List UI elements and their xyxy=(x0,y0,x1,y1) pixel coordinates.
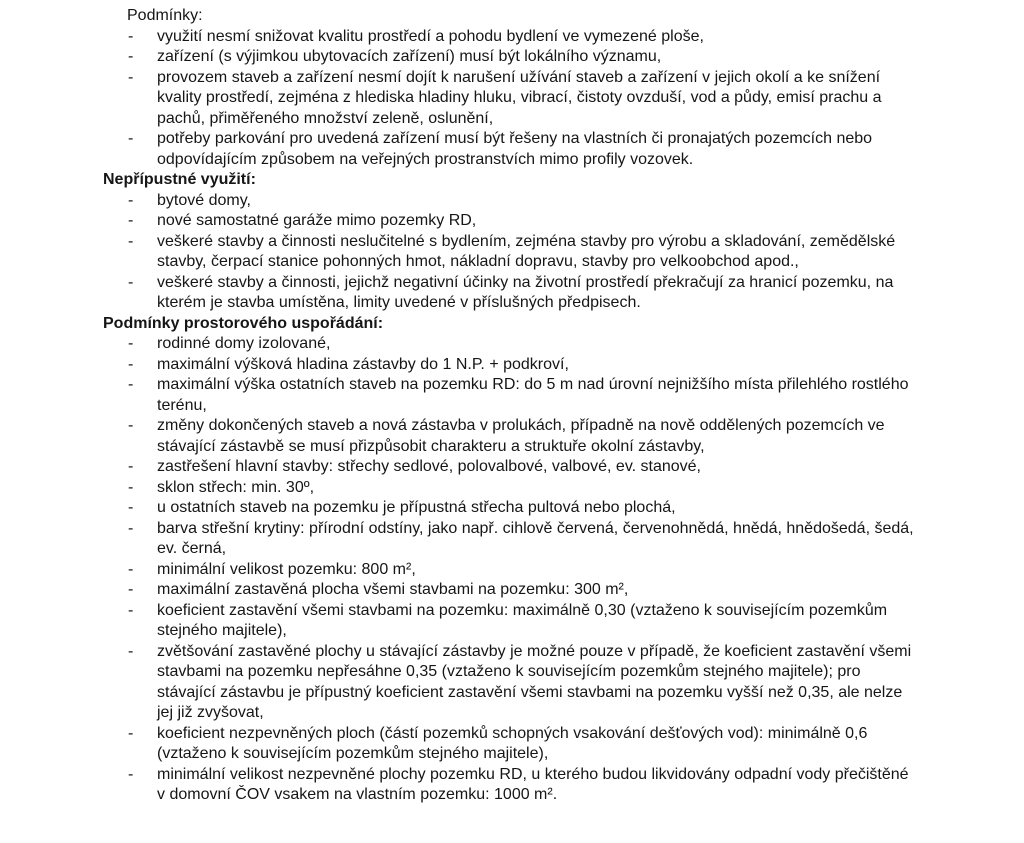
bullet-dash: - xyxy=(128,458,134,475)
list-item xyxy=(128,642,1024,724)
bullet-dash: - xyxy=(128,499,134,516)
bullet-text: sklon střech: min. 30º, xyxy=(157,478,315,496)
section-podminky-prostoroveho-usporadani xyxy=(0,314,1024,806)
list-item xyxy=(128,416,1024,457)
bullet-dash: - xyxy=(128,273,134,291)
bullet-text: minimální velikost pozemku: 800 m², xyxy=(157,560,416,578)
bullet-dash: - xyxy=(128,232,134,250)
bullet-text: bytové domy, xyxy=(157,191,251,209)
bullet-dash: - xyxy=(128,601,134,619)
list-item xyxy=(128,211,1024,232)
bullet-text: veškeré stavby a činnosti, jejichž negativní účinky na životní prostředí překračují za hranicí pozemku, na kterém je stavba umístěna, limity uvedené v příslušných předpisech. xyxy=(157,273,894,311)
bullet-dash: - xyxy=(128,581,134,598)
list-item xyxy=(128,334,1024,355)
section-podminky xyxy=(0,6,1024,170)
section-heading-podminky: Podmínky: xyxy=(127,7,203,24)
bullet-dash: - xyxy=(128,48,134,65)
bullet-text: zvětšování zastavěné plochy u stávající zástavby je možné pouze v případě, že koeficient zastavění všemi stavbami na pozemku nepřesáhne 0,35 (vztaženo k souvisejícím pozemkům stejného majitele); pro stávající zástavbu je přípustný koeficient zastavění všemi stavbami na pozemku vyšší než 0,35, ale nelze jej již zvyšovat, xyxy=(157,642,912,721)
list-item xyxy=(128,601,1024,642)
bullet-dash: - xyxy=(128,765,134,783)
list-item xyxy=(128,724,1024,765)
bullet-text: maximální zastavěná plocha všemi stavbami na pozemku: 300 m², xyxy=(157,581,629,598)
bullet-dash: - xyxy=(128,560,134,578)
list-item xyxy=(128,47,1024,68)
bullet-text: koeficient zastavění všemi stavbami na pozemku: maximálně 0,30 (vztaženo k souvisejícím pozemkům stejného majitele), xyxy=(157,601,888,639)
bullet-list xyxy=(0,27,1024,171)
bullet-dash: - xyxy=(128,724,134,742)
bullet-text: provozem staveb a zařízení nesmí dojít k narušení užívání staveb a zařízení v jejich okolí a ke snížení kvality prostředí, zejména z hlediska hladiny hluku, vibrací, čistoty ovzduší, vod a půdy, emisí prachu a pachů, přiměřeného množství zeleně, oslunění, xyxy=(157,68,882,127)
bullet-text: nové samostatné garáže mimo pozemky RD, xyxy=(157,212,477,229)
bullet-text: koeficient nezpevněných ploch (částí pozemků schopných vsakování dešťových vod): minimálně 0,6 (vztaženo k souvisejícím pozemkům stejného majitele), xyxy=(157,724,868,762)
bullet-text: u ostatních staveb na pozemku je přípustná střecha pultová nebo plochá, xyxy=(157,499,676,516)
section-heading-podminky-prostoroveho-usporadani: Podmínky prostorového uspořádání: xyxy=(103,314,384,332)
bullet-dash: - xyxy=(128,642,134,660)
bullet-text: veškeré stavby a činnosti neslučitelné s bydlením, zejména stavby pro výrobu a skladování, zemědělské stavby, čerpací stanice pohonných hmot, nákladní dopravu, stavby pro velkoobchod apod., xyxy=(157,232,896,270)
bullet-text: maximální výšková hladina zástavby do 1 N.P. + podkroví, xyxy=(157,355,569,373)
bullet-list xyxy=(0,191,1024,314)
list-item xyxy=(128,232,1024,273)
section-heading-nepripustne-vyuziti: Nepřípustné využití: xyxy=(103,171,256,188)
bullet-text: zastřešení hlavní stavby: střechy sedlové, polovalbové, valbové, ev. stanové, xyxy=(157,458,701,475)
list-item xyxy=(128,129,1024,170)
bullet-text: maximální výška ostatních staveb na pozemku RD: do 5 m nad úrovní nejnižšího místa přilehlého rostlého terénu, xyxy=(157,376,909,414)
list-item xyxy=(128,457,1024,478)
list-item xyxy=(128,375,1024,416)
bullet-text: potřeby parkování pro uvedená zařízení musí být řešeny na vlastních či pronajatých pozemcích nebo odpovídajícím způsobem na veřejných prostranstvích mimo profily vozovek. xyxy=(157,130,873,168)
bullet-dash: - xyxy=(128,130,134,147)
bullet-list xyxy=(0,334,1024,806)
bullet-dash: - xyxy=(128,191,134,209)
bullet-text: zařízení (s výjimkou ubytovacích zařízení) musí být lokálního významu, xyxy=(157,48,662,65)
bullet-dash: - xyxy=(128,355,134,373)
list-item xyxy=(128,498,1024,519)
section-nepripustne-vyuziti xyxy=(0,170,1024,314)
bullet-dash: - xyxy=(128,478,134,496)
bullet-text: rodinné domy izolované, xyxy=(157,335,331,352)
list-item xyxy=(128,580,1024,601)
list-item xyxy=(128,560,1024,581)
bullet-dash: - xyxy=(128,417,134,434)
bullet-dash: - xyxy=(128,519,134,537)
list-item xyxy=(128,191,1024,212)
list-item xyxy=(128,355,1024,376)
bullet-dash: - xyxy=(128,376,134,393)
bullet-dash: - xyxy=(128,335,134,352)
bullet-text: minimální velikost nezpevněné plochy pozemku RD, u kterého budou likvidovány odpadní vody přečištěné v domovní ČOV vsakem na vlastním pozemku: 1000 m². xyxy=(157,765,909,803)
list-item xyxy=(128,765,1024,806)
list-item xyxy=(128,478,1024,499)
list-item xyxy=(128,68,1024,130)
bullet-dash: - xyxy=(128,212,134,229)
bullet-text: změny dokončených staveb a nová zástavba v prolukách, případně na nově oddělených pozemcích ve stávající zástavbě se musí přizpůsobit charakteru a struktuře okolní zástavby, xyxy=(157,417,885,455)
list-item xyxy=(128,273,1024,314)
bullet-text: využití nesmí snižovat kvalitu prostředí a pohodu bydlení ve vymezené ploše, xyxy=(157,27,704,45)
list-item xyxy=(128,519,1024,560)
bullet-dash: - xyxy=(128,68,134,86)
list-item xyxy=(128,27,1024,48)
bullet-text: barva střešní krytiny: přírodní odstíny, jako např. cihlově červená, červenohnědá, hnědá, hnědošedá, šedá, ev. černá, xyxy=(157,519,914,557)
bullet-dash: - xyxy=(128,27,134,45)
